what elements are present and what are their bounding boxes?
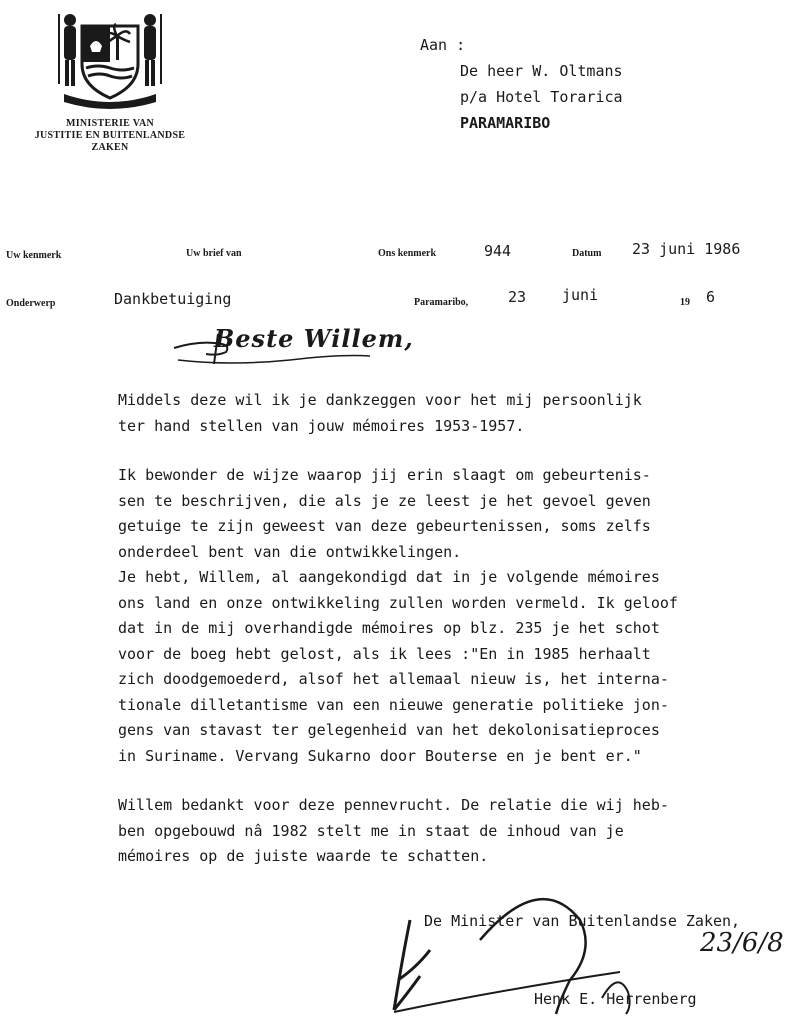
body-line: gens van stavast ter gelegenheid van het dekolonisatieproces — [118, 721, 660, 739]
body-line: Middels deze wil ik je dankzeggen voor het mij persoonlijk — [118, 391, 642, 409]
body-line: Je hebt, Willem, al aangekondigd dat in je volgende mémoires — [118, 568, 660, 586]
date-month: juni — [562, 286, 599, 304]
uw-brief-label: Uw brief van — [186, 248, 242, 259]
date-day: 23 — [508, 288, 527, 306]
datum-value: 23 juni 1986 — [632, 240, 741, 258]
body-line: Ik bewonder de wijze waarop jij erin slaagt om gebeurtenis- — [118, 466, 651, 484]
ministry-line-2: JUSTITIE EN BUITENLANDSE — [34, 130, 186, 141]
recipient-line-3: PARAMARIBO — [460, 114, 551, 132]
body-line: dat in de mij overhandigde mémoires op blz. 235 je het schot — [118, 619, 660, 637]
body-line: ter hand stellen van jouw mémoires 1953-1957. — [118, 416, 525, 435]
place-label: Paramaribo, — [414, 297, 469, 308]
closing-title: De Minister van Buitenlandse Zaken, — [424, 912, 741, 930]
paragraph-2 — [118, 463, 758, 769]
onderwerp-value: Dankbetuiging — [114, 290, 232, 308]
recipient-line-1: De heer W. Oltmans — [460, 62, 623, 80]
body-line: getuige te zijn geweest van deze gebeurtenissen, soms zelfs — [118, 517, 651, 535]
body-line: in Suriname. Vervang Sukarno door Bouterse en je bent er." — [118, 746, 642, 765]
ministry-line-1: MINISTERIE VAN — [65, 118, 155, 129]
salutation-text: Beste Willem, — [214, 324, 414, 353]
datum-label: Datum — [572, 248, 602, 259]
coat-of-arms-logo — [50, 6, 170, 114]
body-line: ben opgebouwd nâ 1982 stelt me in staat de inhoud van je — [118, 821, 624, 840]
onderwerp-label: Onderwerp — [6, 298, 56, 309]
body-line: zich doodgemoederd, alsof het allemaal nieuw is, het interna- — [118, 670, 669, 688]
signatory-name: Henk E. Herrenberg — [534, 990, 697, 1008]
recipient-line-2: p/a Hotel Torarica — [460, 88, 623, 106]
handwritten-date: 23/6/8 — [700, 928, 784, 958]
recipient-to-label: Aan : — [420, 36, 466, 54]
letter-body — [118, 388, 758, 870]
body-line: Willem bedankt voor deze pennevrucht. De relatie die wij heb- — [118, 796, 669, 814]
body-line: onderdeel bent van die ontwikkelingen. — [118, 542, 462, 561]
date-year-suffix: 6 — [706, 288, 716, 306]
body-line: sen te beschrijven, die als je ze leest je het gevoel geven — [118, 491, 651, 510]
signature — [380, 880, 740, 1020]
ons-kenmerk-label: Ons kenmerk — [378, 248, 437, 259]
uw-kenmerk-label: Uw kenmerk — [6, 250, 62, 261]
paragraph-3 — [118, 793, 758, 870]
body-line: ons land en onze ontwikkeling zullen worden vermeld. Ik geloof — [118, 593, 678, 612]
paragraph-1 — [118, 388, 758, 439]
ons-kenmerk-value: 944 — [484, 242, 512, 260]
ministry-name — [0, 118, 220, 154]
date-year-prefix: 19 — [680, 297, 690, 308]
body-line: tionale dilletantisme van een nieuwe generatie politieke jon- — [118, 695, 669, 714]
body-line: mémoires op de juiste waarde te schatten. — [118, 847, 489, 865]
body-line: voor de boeg hebt gelost, als ik lees :"En in 1985 herhaalt — [118, 644, 651, 663]
handwritten-salutation — [170, 320, 414, 370]
ministry-line-3: ZAKEN — [91, 142, 129, 153]
